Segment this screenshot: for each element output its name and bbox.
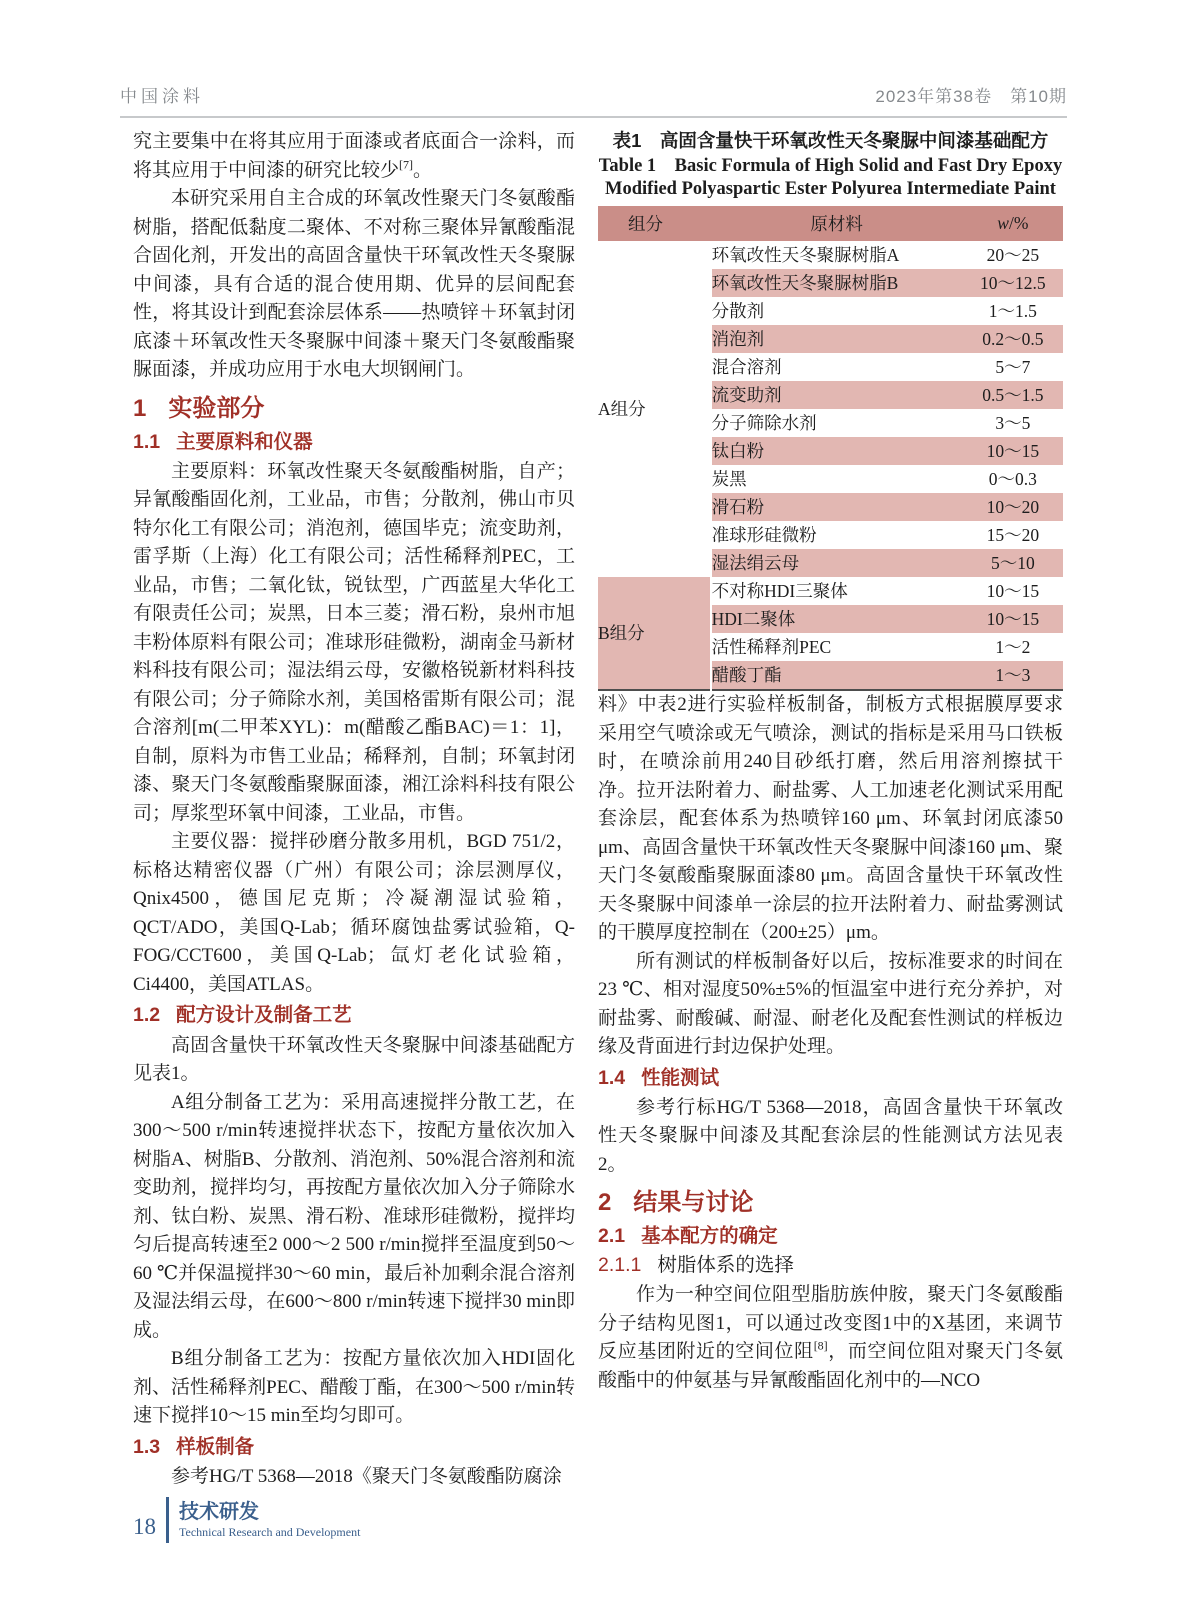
paragraph-continued [133,128,575,185]
footer-column-en: Technical Research and Development [179,1525,361,1539]
material-cell: 分散剂 [711,301,765,321]
formula-table-body [598,241,1063,690]
value-cell: 10～20 [963,493,1063,521]
header-cell-component: 组分 [598,206,711,241]
paragraph-instruments: 主要仪器：搅拌砂磨分散多用机，BGD 751/2，标格达精密仪器（广州）有限公司；涂层测厚仪，Qnix4500，德国尼克斯；冷凝潮湿试验箱，QCT/ADO，美国Q-Lab；循环腐蚀盐雾试验箱，Q-FOG/CCT600，美国Q-Lab；氙灯老化试验箱，Ci4400，美国ATLAS。 [133,831,575,995]
paragraph-resin-system [598,1281,1063,1395]
material-cell: 混合溶剂 [711,357,782,377]
paragraph-curing: 所有测试的样板制备好以后，按标准要求的时间在23 ℃、相对湿度50%±5%的恒温室中进行充分养护，对耐盐雾、耐酸碱、耐湿、耐老化及配套性测试的样板边缘及背面进行封边保护处理。 [598,950,1063,1057]
value-cell: 10～15 [963,605,1063,633]
reference-marker: [7] [399,157,414,172]
footer-column-zh: 技术研发 [179,1501,259,1523]
section-heading-1-2 [133,1003,575,1028]
table1-caption-en: Table 1 Basic Formula of High Solid and Fast Dry Epoxy Modified Polyaspartic Ester Polyurea Intermediate Paint [598,156,1063,199]
section-title: 基本配方的确定 [641,1225,778,1248]
section-title: 结果与讨论 [633,1189,754,1217]
material-cell: 不对称HDI三聚体 [711,581,848,601]
section-title: 实验部分 [168,394,265,422]
unit-suffix: /% [1008,213,1029,233]
section-number: 2.1.1 [598,1253,642,1276]
value-cell: 1～3 [963,661,1063,690]
value-cell: 0.2～0.5 [963,325,1063,353]
footer-column-block [179,1500,360,1540]
value-cell: 10～12.5 [963,269,1063,297]
section-title: 样板制备 [176,1435,255,1458]
paragraph-formula-ref: 高固含量快干环氧改性天冬聚脲中间漆基础配方见表1。 [133,1034,575,1085]
header-cell-material: 原材料 [711,206,963,241]
section-heading-2 [598,1188,1063,1218]
section-heading-1-1 [133,430,575,455]
footer-divider-bar [166,1497,169,1543]
group-cell: A组分 [598,241,711,577]
section-heading-1-4 [598,1066,1063,1091]
value-cell: 15～20 [986,525,1040,545]
page-footer [133,1497,360,1543]
reference-marker: [8] [813,1338,828,1353]
journal-name: 中国涂料 [120,87,204,106]
material-cell: 炭黑 [711,469,747,489]
paragraph-process-b: B组分制备工艺为：按配方量依次加入HDI固化剂、活性稀释剂PEC、醋酸丁酯，在300～500 r/min转速下搅拌10～15 min至均匀即可。 [133,1348,575,1427]
group-cell: B组分 [598,577,711,690]
table-row [598,241,1063,269]
material-cell: 活性稀释剂PEC [711,637,832,657]
paragraph-text: 究主要集中在将其应用于面漆或者底面合一涂料，而将其应用于中间漆的研究比较少 [133,131,575,181]
value-cell: 0～0.3 [988,469,1037,489]
paragraph-text: ，而空间位阻对聚天门冬氨酸酯中的仲氨基与异氰酸酯固化剂中的—NCO [598,1341,1063,1391]
section-number: 1.4 [598,1066,626,1089]
section-number: 1.2 [133,1004,161,1027]
material-cell: HDI二聚体 [711,605,963,633]
section-number: 1 [133,394,147,422]
section-heading-2-1 [598,1224,1063,1249]
value-cell: 10～15 [986,581,1040,601]
material-cell: 湿法绢云母 [711,549,963,577]
paragraph-sample-prep: 参考HG/T 5368—2018《聚天门冬氨酸酯防腐涂 [171,1466,562,1488]
paragraph-sample-prep-cont: 料》中表2进行实验样板制备，制板方式根据膜厚要求采用空气喷涂或无气喷涂，测试的指标是采用马口铁板时，在喷涂前用240目砂纸打磨，然后用溶剂擦拭干净。拉开法附着力、耐盐雾、人工加速老化测试采用配套涂层，配套体系为热喷锌160 μm、环氧封闭底漆50 μm、高固含量快干环氧改性天冬聚脲中间漆160 μm、聚天门冬氨酸酯聚脲面漆80 μm。高固含量快干环氧改性天冬聚脲中间漆单一涂层的拉开法附着力、耐盐雾测试的干膜厚度控制在（200±25）μm。 [598,694,1063,943]
formula-table [598,206,1063,691]
material-cell: 环氧改性天冬聚脲树脂A [711,245,900,265]
value-cell: 1～2 [995,637,1031,657]
unit-symbol: w [997,213,1009,233]
value-cell: 1～1.5 [988,301,1037,321]
material-cell: 消泡剂 [711,325,963,353]
paragraph-intro: 本研究采用自主合成的环氧改性聚天门冬氨酸酯树脂，搭配低黏度二聚体、不对称三聚体异氰酸酯混合固化剂，开发出的高固含量快干环氧改性天冬聚脲中间漆，具有合适的混合使用期、优异的层间配套性，将其设计到配套涂层体系——热喷锌＋环氧封闭底漆＋环氧改性天冬聚脲中间漆＋聚天门冬氨酸酯聚脲面漆，并成功应用于水电大坝钢闸门。 [133,188,575,380]
value-cell: 10～15 [963,437,1063,465]
page-header [120,82,1067,118]
table1-caption-zh: 表1 高固含量快干环氧改性天冬聚脲中间漆基础配方 [612,130,1049,151]
value-cell: 0.5～1.5 [963,381,1063,409]
section-number: 2.1 [598,1225,626,1248]
material-cell: 分子筛除水剂 [711,413,817,433]
material-cell: 准球形硅微粉 [711,525,817,545]
right-column [598,128,1063,1492]
section-number: 1.3 [133,1435,161,1458]
page-number: 18 [133,1513,156,1539]
paragraph-performance-test: 参考行标HG/T 5368—2018，高固含量快干环氧改性天冬聚脲中间漆及其配套涂层的性能测试方法见表2。 [598,1096,1063,1175]
paragraph-text: 。 [413,159,433,181]
material-cell: 钛白粉 [711,437,963,465]
header-cell-weight-percent [963,206,1063,241]
material-cell: 滑石粉 [711,493,963,521]
material-cell: 流变助剂 [711,381,963,409]
value-cell: 20～25 [986,245,1040,265]
left-column [133,128,575,1492]
paragraph-materials: 主要原料：环氧改性聚天冬氨酸酯树脂，自产；异氰酸酯固化剂，工业品，市售；分散剂，佛山市贝特尔化工有限公司；消泡剂，德国毕克；流变助剂，雷孚斯（上海）化工有限公司；活性稀释剂PEC，工业品，市售；二氧化钛，锐钛型，广西蓝星大华化工有限责任公司；炭黑，日本三菱；滑石粉，泉州市旭丰粉体原料有限公司；准球形硅微粉，湖南金马新材料科技有限公司；湿法绢云母，安徽格锐新材料科技有限公司；分子筛除水剂，美国格雷斯有限公司；混合溶剂[m(二甲苯XYL)：m(醋酸乙酯BAC)＝1：1]，自制，原料为市售工业品；稀释剂，自制；环氧封闭漆、聚天门冬氨酸酯聚脲面漆，湘江涂料科技有限公司；厚浆型环氧中间漆，工业品，市售。 [133,460,575,824]
section-heading-1 [133,394,575,424]
section-heading-1-3 [133,1435,575,1460]
value-cell: 3～5 [995,413,1031,433]
table-header-row [598,206,1063,241]
issue-info: 2023年第38卷 第10期 [875,87,1067,106]
value-cell: 5～10 [963,549,1063,577]
section-number: 2 [598,1189,612,1217]
section-title: 主要原料和仪器 [176,430,313,453]
section-number: 1.1 [133,430,161,453]
material-cell: 醋酸丁酯 [711,661,963,690]
formula-table-head [598,206,1063,241]
article-body [133,128,1063,1492]
section-title: 配方设计及制备工艺 [176,1004,352,1027]
paragraph-text: 作为一种空间位阻型脂肪族仲胺，聚天门冬氨酸酯分子结构见图1，可以通过改变图1中的X基团，来调节反应基团附近的空间位阻 [598,1284,1063,1363]
section-title: 性能测试 [641,1066,720,1089]
section-heading-2-1-1 [598,1253,1063,1278]
section-title: 树脂体系的选择 [657,1254,794,1276]
material-cell: 环氧改性天冬聚脲树脂B [711,269,963,297]
table-row [598,577,1063,605]
paragraph-process-a: A组分制备工艺为：采用高速搅拌分散工艺，在300～500 r/min转速搅拌状态下，按配方量依次加入树脂A、树脂B、分散剂、消泡剂、50%混合溶剂和流变助剂，搅拌均匀，再按配方量依次加入分子筛除水剂、钛白粉、炭黑、滑石粉、准球形硅微粉，搅拌均匀后提高转速至2 000～2 500 r/min搅拌至温度到50～60 ℃并保温搅拌30～60 min，最后补加剩余混合溶剂及湿法绢云母，在600～800 r/min转速下搅拌30 min即成。 [133,1091,575,1341]
value-cell: 5～7 [995,357,1031,377]
